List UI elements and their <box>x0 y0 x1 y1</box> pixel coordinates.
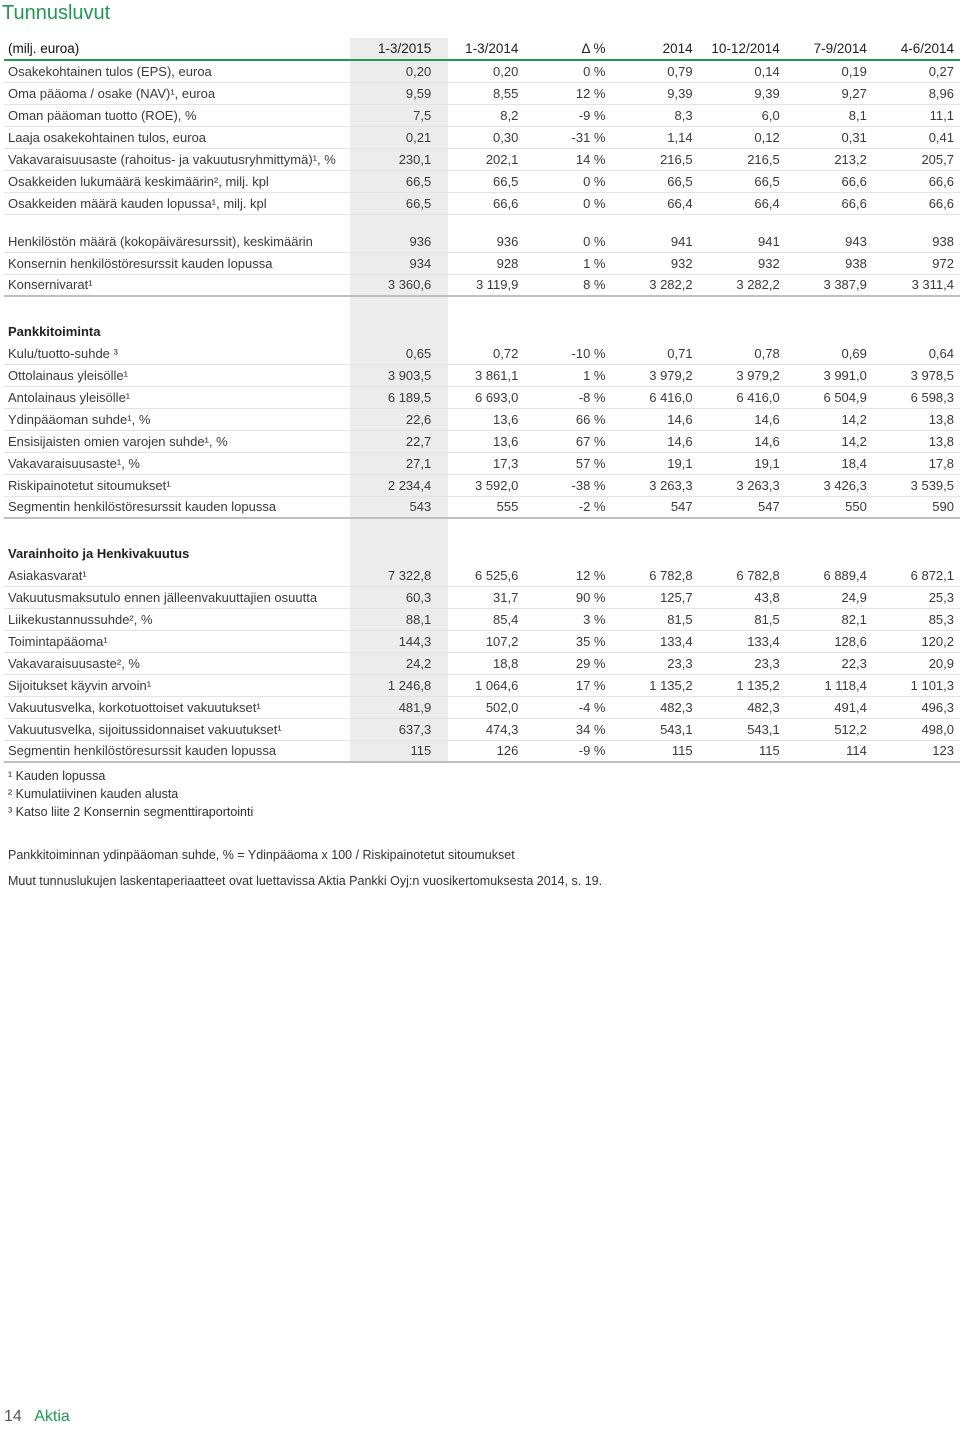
column-header: 1-3/2015 <box>350 38 437 60</box>
table-cell: 3 282,2 <box>611 274 698 296</box>
table-cell: 3 979,2 <box>699 364 786 386</box>
row-label: Vakuutusvelka, sijoitussidonnaiset vakuutukset¹ <box>4 718 350 740</box>
table-cell: 66,6 <box>786 192 873 214</box>
table-cell: 936 <box>437 214 524 252</box>
table-cell: 3 119,9 <box>437 274 524 296</box>
table-cell: 17 % <box>524 674 611 696</box>
table-cell: 144,3 <box>350 630 437 652</box>
table-cell: 3 426,3 <box>786 474 873 496</box>
table-cell: 13,8 <box>873 408 960 430</box>
row-label: Riskipainotetut sitoumukset¹ <box>4 474 350 496</box>
table-cell: 66 % <box>524 408 611 430</box>
table-cell: 20,9 <box>873 652 960 674</box>
table-cell: -31 % <box>524 126 611 148</box>
table-cell: 637,3 <box>350 718 437 740</box>
table-cell: 14,6 <box>611 408 698 430</box>
row-label: Vakavaraisuusaste (rahoitus- ja vakuutusryhmittymä)¹, % <box>4 148 350 170</box>
row-label: Oma pääoma / osake (NAV)¹, euroa <box>4 82 350 104</box>
row-label: Liikekustannussuhde², % <box>4 608 350 630</box>
table-cell: 66,6 <box>437 192 524 214</box>
table-cell: 90 % <box>524 586 611 608</box>
table-cell: 29 % <box>524 652 611 674</box>
table-cell: 0,20 <box>350 60 437 82</box>
table-cell: 17,8 <box>873 452 960 474</box>
table-cell: 22,7 <box>350 430 437 452</box>
table-cell: 13,8 <box>873 430 960 452</box>
table-cell: 19,1 <box>699 452 786 474</box>
table-cell: 19,1 <box>611 452 698 474</box>
table-cell: 941 <box>611 214 698 252</box>
table-cell: 57 % <box>524 452 611 474</box>
table-cell: 126 <box>437 740 524 762</box>
row-label: Laaja osakekohtainen tulos, euroa <box>4 126 350 148</box>
table-cell: 3 979,2 <box>611 364 698 386</box>
table-cell: 6 782,8 <box>699 564 786 586</box>
table-cell: 0,78 <box>699 342 786 364</box>
table-cell: 0 % <box>524 170 611 192</box>
table-cell: 13,6 <box>437 408 524 430</box>
table-cell: -10 % <box>524 342 611 364</box>
table-cell: 0,27 <box>873 60 960 82</box>
table-cell: 1 % <box>524 252 611 274</box>
table-cell: 0,71 <box>611 342 698 364</box>
table-cell: 936 <box>350 214 437 252</box>
table-cell: 14,6 <box>699 430 786 452</box>
table-cell: 543 <box>350 496 437 518</box>
column-header: 4-6/2014 <box>873 38 960 60</box>
table-cell: 11,1 <box>873 104 960 126</box>
table-cell: 0,31 <box>786 126 873 148</box>
table-cell: 0,72 <box>437 342 524 364</box>
table-cell: 12 % <box>524 564 611 586</box>
table-cell: 14 % <box>524 148 611 170</box>
table-row <box>4 718 960 740</box>
table-row <box>4 696 960 718</box>
table-cell: 932 <box>611 252 698 274</box>
table-cell: -38 % <box>524 474 611 496</box>
table-cell: -8 % <box>524 386 611 408</box>
table-cell: 8,1 <box>786 104 873 126</box>
row-label: Kulu/tuotto-suhde ³ <box>4 342 350 364</box>
row-label: Osakekohtainen tulos (EPS), euroa <box>4 60 350 82</box>
row-label: Segmentin henkilöstöresurssit kauden lopussa <box>4 740 350 762</box>
table-cell: 938 <box>786 252 873 274</box>
header-unit-label: (milj. euroa) <box>4 38 350 60</box>
table-cell: 1 135,2 <box>699 674 786 696</box>
section-heading-row <box>4 318 960 342</box>
table-cell: 107,2 <box>437 630 524 652</box>
table-cell: 0 % <box>524 60 611 82</box>
table-cell: 43,8 <box>699 586 786 608</box>
table-cell: 547 <box>699 496 786 518</box>
table-row <box>4 474 960 496</box>
table-cell: 934 <box>350 252 437 274</box>
table-cell: 22,6 <box>350 408 437 430</box>
table-cell: 3 311,4 <box>873 274 960 296</box>
table-cell: 114 <box>786 740 873 762</box>
table-cell: 8,55 <box>437 82 524 104</box>
row-label: Antolainaus yleisölle¹ <box>4 386 350 408</box>
table-cell: 498,0 <box>873 718 960 740</box>
table-cell: 543,1 <box>611 718 698 740</box>
table-cell: 481,9 <box>350 696 437 718</box>
table-cell: 932 <box>699 252 786 274</box>
table-cell: 213,2 <box>786 148 873 170</box>
table-row <box>4 408 960 430</box>
table-cell: 1 246,8 <box>350 674 437 696</box>
table-cell: 66,5 <box>350 192 437 214</box>
column-header: 1-3/2014 <box>437 38 524 60</box>
table-cell: 7 322,8 <box>350 564 437 586</box>
table-cell: 81,5 <box>699 608 786 630</box>
table-cell: -2 % <box>524 496 611 518</box>
table-cell: -9 % <box>524 104 611 126</box>
section-heading: Pankkitoiminta <box>8 324 101 339</box>
table-cell: 3 263,3 <box>699 474 786 496</box>
section-spacer <box>4 296 960 318</box>
table-cell: 23,3 <box>611 652 698 674</box>
table-cell: 115 <box>350 740 437 762</box>
table-row <box>4 564 960 586</box>
table-row <box>4 364 960 386</box>
row-label: Konsernivarat¹ <box>4 274 350 296</box>
table-cell: 205,7 <box>873 148 960 170</box>
table-cell: 0,21 <box>350 126 437 148</box>
table-cell: 0 % <box>524 214 611 252</box>
table-row <box>4 452 960 474</box>
table-cell: 66,6 <box>873 192 960 214</box>
table-cell: 120,2 <box>873 630 960 652</box>
table-cell: 13,6 <box>437 430 524 452</box>
table-cell: 88,1 <box>350 608 437 630</box>
table-row <box>4 608 960 630</box>
row-label: Ottolainaus yleisölle¹ <box>4 364 350 386</box>
table-cell: 512,2 <box>786 718 873 740</box>
table-cell: 3 539,5 <box>873 474 960 496</box>
table-cell: 18,4 <box>786 452 873 474</box>
table-cell: 67 % <box>524 430 611 452</box>
table-cell: 24,9 <box>786 586 873 608</box>
table-cell: 555 <box>437 496 524 518</box>
row-label: Segmentin henkilöstöresurssit kauden lopussa <box>4 496 350 518</box>
table-cell: 943 <box>786 214 873 252</box>
row-label: Toimintapääoma¹ <box>4 630 350 652</box>
table-cell: 938 <box>873 214 960 252</box>
table-cell: 85,3 <box>873 608 960 630</box>
table-row <box>4 192 960 214</box>
table-cell: 502,0 <box>437 696 524 718</box>
table-cell: 125,7 <box>611 586 698 608</box>
table-cell: 9,39 <box>699 82 786 104</box>
table-cell: 1,14 <box>611 126 698 148</box>
table-cell: 0,65 <box>350 342 437 364</box>
table-cell: 6 189,5 <box>350 386 437 408</box>
table-cell: 12 % <box>524 82 611 104</box>
column-header: Δ % <box>524 38 611 60</box>
table-cell: 3 861,1 <box>437 364 524 386</box>
calculation-note: Pankkitoiminnan ydinpääoman suhde, % = Ydinpääoma x 100 / Riskipainotetut sitoumukset <box>8 848 515 862</box>
table-cell: 27,1 <box>350 452 437 474</box>
column-header: 10-12/2014 <box>699 38 786 60</box>
table-cell: 3 978,5 <box>873 364 960 386</box>
row-label: Osakkeiden määrä kauden lopussa¹, milj. kpl <box>4 192 350 214</box>
table-row <box>4 342 960 364</box>
table-cell: 6 525,6 <box>437 564 524 586</box>
table-cell: 85,4 <box>437 608 524 630</box>
table-cell: 0,69 <box>786 342 873 364</box>
table-cell: 547 <box>611 496 698 518</box>
table-cell: 9,27 <box>786 82 873 104</box>
row-label: Oman pääoman tuotto (ROE), % <box>4 104 350 126</box>
table-cell: 3 903,5 <box>350 364 437 386</box>
table-cell: 14,2 <box>786 430 873 452</box>
table-cell: 3 387,9 <box>786 274 873 296</box>
page-footer <box>4 1408 70 1426</box>
table-cell: -4 % <box>524 696 611 718</box>
table-cell: 8,96 <box>873 82 960 104</box>
table-cell: 491,4 <box>786 696 873 718</box>
table-cell: 0,14 <box>699 60 786 82</box>
table-cell: -9 % <box>524 740 611 762</box>
table-row <box>4 82 960 104</box>
table-cell: 66,4 <box>699 192 786 214</box>
table-cell: 66,5 <box>699 170 786 192</box>
table-row <box>4 252 960 274</box>
row-label: Ydinpääoman suhde¹, % <box>4 408 350 430</box>
table-cell: 128,6 <box>786 630 873 652</box>
column-header: 2014 <box>611 38 698 60</box>
footnote: ³ Katso liite 2 Konsernin segmenttiraportointi <box>8 805 254 819</box>
table-cell: 22,3 <box>786 652 873 674</box>
table-cell: 133,4 <box>611 630 698 652</box>
table-cell: 202,1 <box>437 148 524 170</box>
table-row <box>4 386 960 408</box>
section-spacer <box>4 518 960 540</box>
table-cell: 482,3 <box>611 696 698 718</box>
table-cell: 133,4 <box>699 630 786 652</box>
table-cell: 82,1 <box>786 608 873 630</box>
table-cell: 6 416,0 <box>699 386 786 408</box>
table-cell: 0,41 <box>873 126 960 148</box>
table-cell: 9,59 <box>350 82 437 104</box>
table-cell: 115 <box>611 740 698 762</box>
table-cell: 81,5 <box>611 608 698 630</box>
table-cell: 14,6 <box>699 408 786 430</box>
table-cell: 3 % <box>524 608 611 630</box>
table-cell: 6 693,0 <box>437 386 524 408</box>
table-row <box>4 652 960 674</box>
table-cell: 6 598,3 <box>873 386 960 408</box>
row-label: Asiakasvarat¹ <box>4 564 350 586</box>
table-cell: 543,1 <box>699 718 786 740</box>
table-cell: 8,2 <box>437 104 524 126</box>
table-cell: 1 % <box>524 364 611 386</box>
table-cell: 928 <box>437 252 524 274</box>
footnote: ² Kumulatiivinen kauden alusta <box>8 787 179 801</box>
table-cell: 3 282,2 <box>699 274 786 296</box>
table-cell: 1 064,6 <box>437 674 524 696</box>
row-label: Vakavaraisuusaste¹, % <box>4 452 350 474</box>
table-cell: 3 991,0 <box>786 364 873 386</box>
table-cell: 3 263,3 <box>611 474 698 496</box>
table-cell: 14,6 <box>611 430 698 452</box>
table-cell: 14,2 <box>786 408 873 430</box>
row-label: Vakavaraisuusaste², % <box>4 652 350 674</box>
table-cell: 0,79 <box>611 60 698 82</box>
table-cell: 31,7 <box>437 586 524 608</box>
row-label: Osakkeiden lukumäärä keskimäärin², milj. kpl <box>4 170 350 192</box>
table-cell: 7,5 <box>350 104 437 126</box>
table-cell: 9,39 <box>611 82 698 104</box>
table-row <box>4 496 960 518</box>
footnote: ¹ Kauden lopussa <box>8 769 106 783</box>
table-row <box>4 630 960 652</box>
table-cell: 0,64 <box>873 342 960 364</box>
table-cell: 60,3 <box>350 586 437 608</box>
table-cell: 474,3 <box>437 718 524 740</box>
table-row <box>4 674 960 696</box>
table-cell: 941 <box>699 214 786 252</box>
table-cell: 23,3 <box>699 652 786 674</box>
table-cell: 66,6 <box>786 170 873 192</box>
table-cell: 482,3 <box>699 696 786 718</box>
table-cell: 0,30 <box>437 126 524 148</box>
table-cell: 216,5 <box>699 148 786 170</box>
row-label: Henkilöstön määrä (kokopäiväresurssit), keskimäärin <box>4 214 350 252</box>
table-cell: 1 135,2 <box>611 674 698 696</box>
row-label: Vakuutusvelka, korkotuottoiset vakuutukset¹ <box>4 696 350 718</box>
table-cell: 3 592,0 <box>437 474 524 496</box>
table-cell: 123 <box>873 740 960 762</box>
table-header-row <box>4 38 960 60</box>
table-row <box>4 148 960 170</box>
row-label: Sijoitukset käyvin arvoin¹ <box>4 674 350 696</box>
table-cell: 6 416,0 <box>611 386 698 408</box>
table-cell: 8 % <box>524 274 611 296</box>
table-cell: 590 <box>873 496 960 518</box>
table-cell: 34 % <box>524 718 611 740</box>
table-cell: 66,5 <box>350 170 437 192</box>
footnotes <box>8 767 253 821</box>
section-heading: Varainhoito ja Henkivakuutus <box>8 546 190 561</box>
table-cell: 18,8 <box>437 652 524 674</box>
table-row <box>4 274 960 296</box>
table-cell: 0,19 <box>786 60 873 82</box>
table-cell: 0 % <box>524 192 611 214</box>
table-cell: 230,1 <box>350 148 437 170</box>
table-row <box>4 214 960 252</box>
table-cell: 550 <box>786 496 873 518</box>
section-heading-row <box>4 540 960 564</box>
reference-note: Muut tunnuslukujen laskentaperiaatteet ovat luettavissa Aktia Pankki Oyj:n vuosikertomuksesta 2014, s. 19. <box>8 874 603 888</box>
table-cell: 66,5 <box>611 170 698 192</box>
table-cell: 216,5 <box>611 148 698 170</box>
row-label: Vakuutusmaksutulo ennen jälleenvakuuttajien osuutta <box>4 586 350 608</box>
table-row <box>4 430 960 452</box>
table-cell: 8,3 <box>611 104 698 126</box>
table-cell: 24,2 <box>350 652 437 674</box>
row-label: Konsernin henkilöstöresurssit kauden lopussa <box>4 252 350 274</box>
table-cell: 3 360,6 <box>350 274 437 296</box>
table-row <box>4 740 960 762</box>
table-cell: 1 118,4 <box>786 674 873 696</box>
key-figures-table <box>4 38 960 763</box>
table-row <box>4 586 960 608</box>
table-cell: 2 234,4 <box>350 474 437 496</box>
table-cell: 1 101,3 <box>873 674 960 696</box>
page-title: Tunnusluvut <box>2 2 111 24</box>
table-cell: 6 889,4 <box>786 564 873 586</box>
table-cell: 972 <box>873 252 960 274</box>
table-cell: 66,5 <box>437 170 524 192</box>
table-row <box>4 60 960 82</box>
table-row <box>4 170 960 192</box>
table-cell: 0,12 <box>699 126 786 148</box>
table-cell: 0,20 <box>437 60 524 82</box>
table-cell: 25,3 <box>873 586 960 608</box>
table-row <box>4 126 960 148</box>
table-cell: 66,6 <box>873 170 960 192</box>
row-label: Ensisijaisten omien varojen suhde¹, % <box>4 430 350 452</box>
table-cell: 6 504,9 <box>786 386 873 408</box>
table-row <box>4 104 960 126</box>
table-cell: 6 782,8 <box>611 564 698 586</box>
table-cell: 6 872,1 <box>873 564 960 586</box>
table-cell: 35 % <box>524 630 611 652</box>
page-number: 14 <box>4 1408 22 1425</box>
table-cell: 115 <box>699 740 786 762</box>
column-header: 7-9/2014 <box>786 38 873 60</box>
table-cell: 66,4 <box>611 192 698 214</box>
table-cell: 496,3 <box>873 696 960 718</box>
table-cell: 17,3 <box>437 452 524 474</box>
table-cell: 6,0 <box>699 104 786 126</box>
brand-name: Aktia <box>34 1408 70 1425</box>
